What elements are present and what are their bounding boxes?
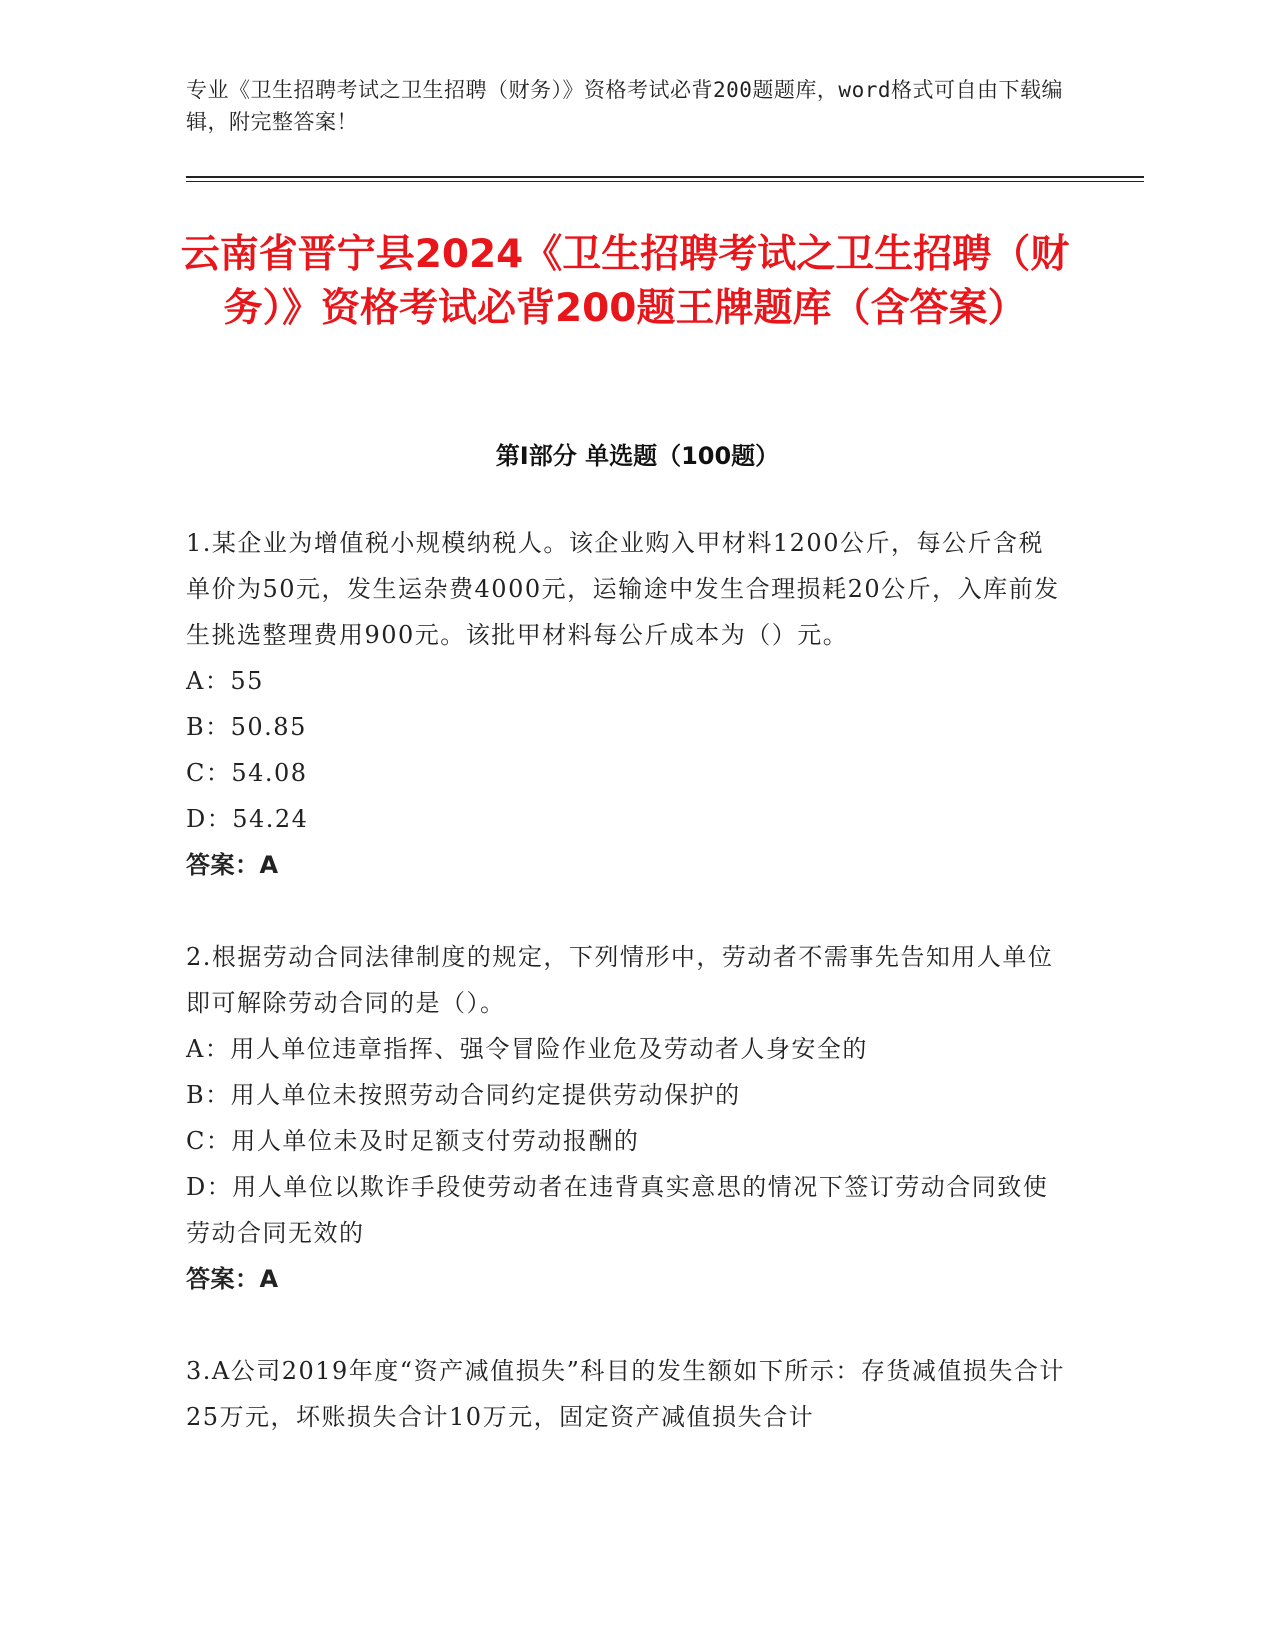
header-note: 专业《卫生招聘考试之卫生招聘（财务）》资格考试必背200题题库，word格式可自由下载编辑，附完整答案！	[186, 78, 1063, 134]
option-d: D：54.24	[186, 805, 309, 833]
question-list	[186, 520, 1066, 1486]
question-2	[186, 934, 1066, 1302]
header-divider-thick	[186, 176, 1144, 178]
header-divider-thin	[186, 181, 1144, 182]
option-d: D：用人单位以欺诈手段使劳动者在违背真实意思的情况下签订劳动合同致使劳动合同无效的	[186, 1173, 1049, 1247]
answer: 答案：A	[186, 1265, 279, 1293]
option-c: C：54.08	[186, 759, 308, 787]
option-b: B：50.85	[186, 713, 307, 741]
question-stem: 2.根据劳动合同法律制度的规定，下列情形中，劳动者不需事先告知用人单位即可解除劳动合同的是（）。	[186, 943, 1054, 1017]
option-c: C：用人单位未及时足额支付劳动报酬的	[186, 1127, 640, 1155]
document-title: 云南省晋宁县2024《卫生招聘考试之卫生招聘（财务）》资格考试必背200题王牌题库（含答案）	[180, 232, 1070, 331]
answer: 答案：A	[186, 851, 279, 879]
option-a: A：55	[186, 667, 264, 695]
section-heading: 第Ⅰ部分 单选题（100题）	[495, 442, 780, 470]
option-a: A：用人单位违章指挥、强令冒险作业危及劳动者人身安全的	[186, 1035, 868, 1063]
question-stem: 1.某企业为增值税小规模纳税人。该企业购入甲材料1200公斤，每公斤含税单价为50元，发生运杂费4000元，运输途中发生合理损耗20公斤，入库前发生挑选整理费用900元。该批甲材料每公斤成本为（）元。	[186, 529, 1060, 649]
question-1	[186, 520, 1066, 888]
question-stem: 3.A公司2019年度“资产减值损失”科目的发生额如下所示：存货减值损失合计25万元，坏账损失合计10万元，固定资产减值损失合计	[186, 1357, 1065, 1431]
option-b: B：用人单位未按照劳动合同约定提供劳动保护的	[186, 1081, 741, 1109]
question-3	[186, 1348, 1066, 1440]
